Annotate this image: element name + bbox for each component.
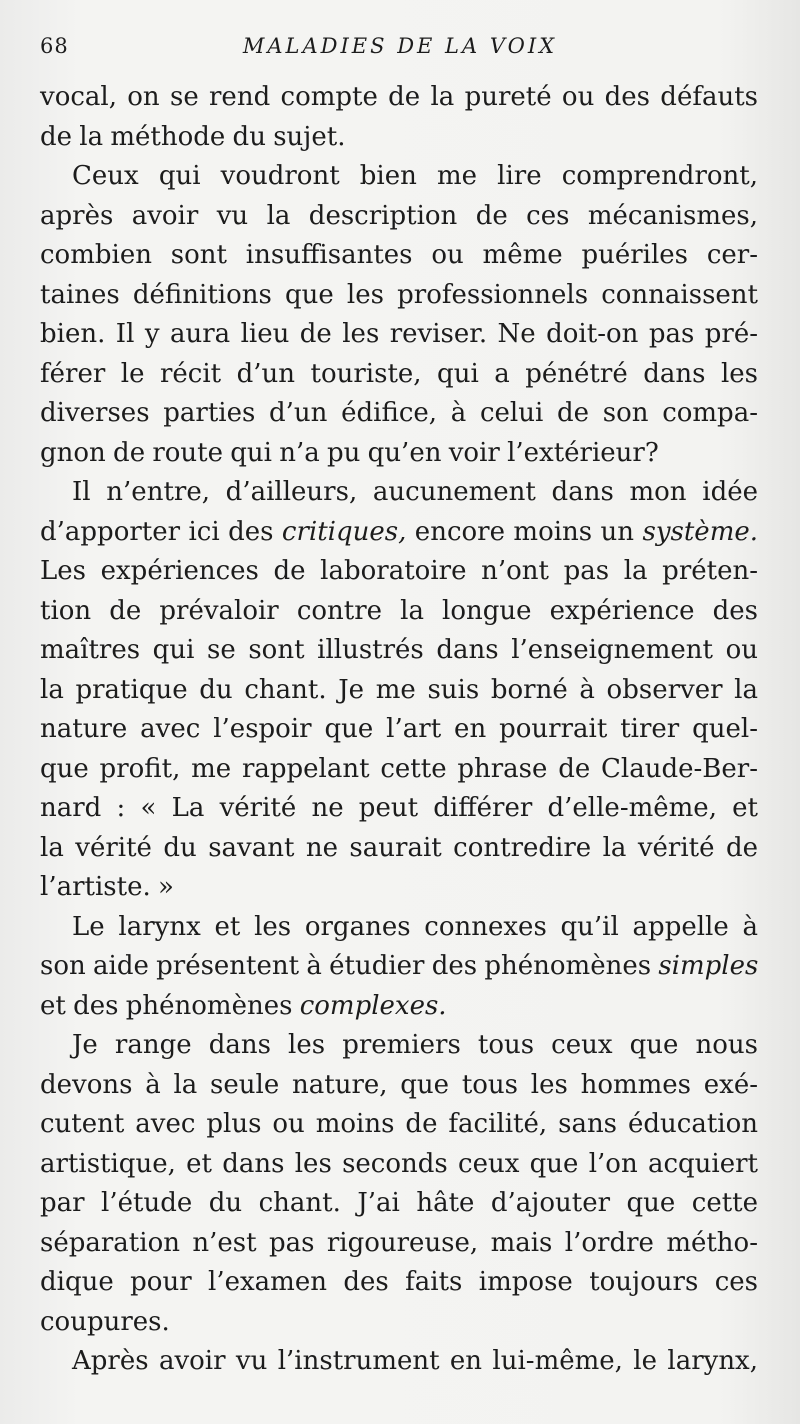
page-header	[40, 34, 760, 70]
text-segment: d’apporter ici des	[40, 516, 282, 547]
text-line: vocal, on se rend compte de la pureté ou des défauts	[40, 82, 758, 112]
text-line: séparation n’est pas rigoureuse, mais l’ordre métho-	[40, 1227, 758, 1258]
text-line: maîtres qui se sont illustrés dans l’enseignement ou	[40, 635, 758, 665]
italic-phrase: critiques,	[281, 516, 407, 547]
text-line: la pratique du chant. Je me suis borné à observer la	[40, 674, 758, 705]
text-line: que profit, me rappelant cette phrase de Claude-Ber-	[40, 753, 758, 784]
text-line: coupures.	[40, 1306, 170, 1337]
italic-phrase: complexes.	[299, 990, 447, 1021]
text-line: Le larynx et les organes connexes qu’il appelle à	[72, 911, 758, 942]
text-line: Je range dans les premiers tous ceux que nous	[72, 1030, 758, 1060]
page-number: 68	[40, 34, 69, 58]
text-line	[40, 947, 758, 987]
text-line: Il n’entre, d’ailleurs, aucunement dans mon idée	[72, 477, 758, 507]
text-line: artistique, et dans les seconds ceux que l’on acquiert	[40, 1148, 758, 1179]
text-line: devons à la seule nature, que tous les hommes exé-	[40, 1069, 758, 1100]
text-line: nature avec l’espoir que l’art en pourrait tirer quel-	[40, 714, 758, 744]
text-segment: encore moins un	[406, 516, 643, 547]
text-line: de la méthode du sujet.	[40, 121, 346, 152]
text-line: la vérité du savant ne saurait contredire la vérité de	[40, 832, 758, 863]
text-line: bien. Il y aura lieu de les reviser. Ne doit-on pas pré-	[40, 319, 758, 349]
text-line: Ceux qui voudront bien me lire comprendront,	[72, 161, 758, 191]
body-text	[40, 78, 758, 1382]
text-line: férer le récit d’un touriste, qui a pénétré dans les	[40, 358, 758, 389]
text-line	[40, 513, 758, 553]
text-line: diverses parties d’un édifice, à celui de son compa-	[40, 398, 758, 428]
text-line: dique pour l’examen des faits impose toujours ces	[40, 1267, 758, 1297]
text-line: nard : « La vérité ne peut différer d’elle-même, et	[40, 793, 758, 823]
text-line: cutent avec plus ou moins de facilité, sans éducation	[40, 1109, 758, 1139]
italic-phrase: système.	[642, 516, 758, 547]
text-line: par l’étude du chant. J’ai hâte d’ajouter que cette	[40, 1188, 758, 1218]
text-line: après avoir vu la description de ces mécanismes,	[40, 200, 758, 231]
text-line: tion de prévaloir contre la longue expérience des	[40, 595, 758, 626]
text-segment: et des phénomènes	[40, 990, 300, 1021]
italic-phrase: simples	[658, 951, 759, 981]
text-line: combien sont insuffisantes ou même puériles cer-	[40, 240, 758, 270]
text-line: Après avoir vu l’instrument en lui-même, le larynx,	[72, 1346, 758, 1376]
text-line: gnon de route qui n’a pu qu’en voir l’extérieur?	[40, 437, 659, 468]
text-line: taines définitions que les professionnels connaissent	[40, 279, 758, 310]
text-segment: son aide présentent à étudier des phénomènes	[40, 951, 659, 981]
text-line	[40, 987, 758, 1027]
text-line: l’artiste. »	[40, 872, 174, 902]
running-title: MALADIES DE LA VOIX	[242, 34, 558, 58]
text-line: Les expériences de laboratoire n’ont pas la préten-	[40, 556, 758, 586]
